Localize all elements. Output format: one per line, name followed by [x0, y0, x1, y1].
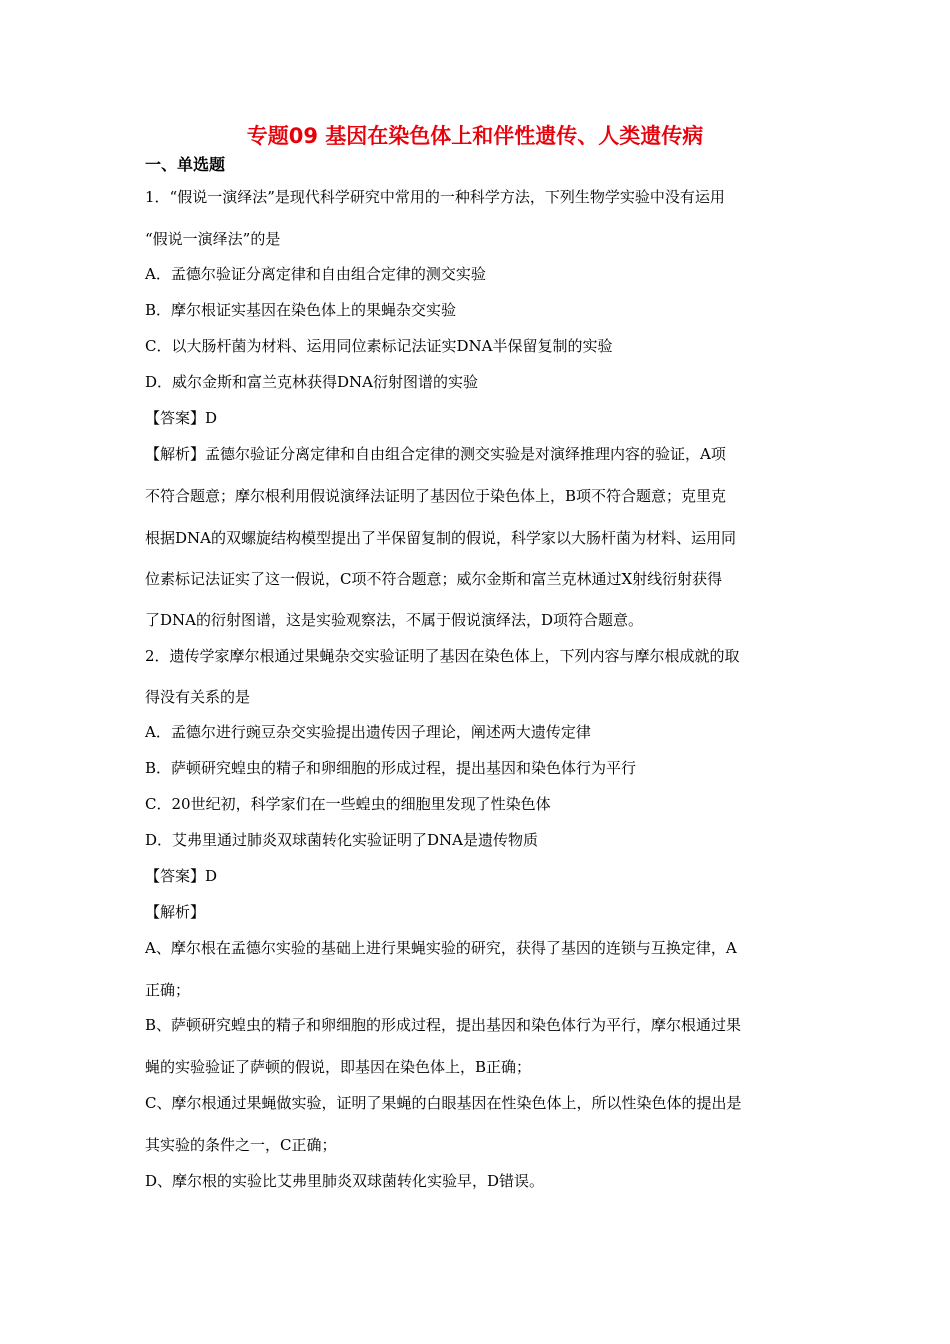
q1-stem-line2: “假说一演绎法”的是 [145, 230, 281, 248]
q1-stem-line1: 1．“假说一演绎法”是现代科学研究中常用的一种科学方法，下列生物学实验中没有运用 [145, 188, 725, 206]
q1-analysis-line4: 位素标记法证实了这一假说，C项不符合题意；威尔金斯和富兰克林通过X射线衍射获得 [145, 570, 723, 588]
q2-exp-b2: 蝇的实验验证了萨顿的假说，即基因在染色体上，B正确； [145, 1058, 532, 1076]
q2-exp-b1: B、萨顿研究蝗虫的精子和卵细胞的形成过程，提出基因和染色体行为平行，摩尔根通过果 [145, 1016, 742, 1034]
q2-exp-a2: 正确； [145, 981, 191, 999]
q1-analysis-line2: 不符合题意；摩尔根利用假说演绎法证明了基因位于染色体上，B项不符合题意；克里克 [145, 487, 727, 505]
q2-option-d: D．艾弗里通过肺炎双球菌转化实验证明了DNA是遗传物质 [145, 831, 539, 849]
q1-analysis-text1: 孟德尔验证分离定律和自由组合定律的测交实验是对演绎推理内容的验证，A项 [205, 445, 726, 463]
q1-option-a: A．孟德尔验证分离定律和自由组合定律的测交实验 [145, 265, 486, 283]
q2-analysis-label: 【解析】 [145, 903, 206, 921]
q2-answer-value: D [205, 867, 218, 885]
q2-exp-a1: A、摩尔根在孟德尔实验的基础上进行果蝇实验的研究，获得了基因的连锁与互换定律，A [145, 939, 737, 957]
q1-answer [145, 407, 810, 429]
q2-exp-d1: D、摩尔根的实验比艾弗里肺炎双球菌转化实验早，D错误。 [145, 1172, 545, 1190]
q2-answer-label: 【答案】 [145, 867, 206, 885]
q1-answer-label: 【答案】 [145, 409, 206, 427]
q2-exp-c2: 其实验的条件之一，C正确； [145, 1136, 337, 1154]
q2-exp-c1: C、摩尔根通过果蝇做实验，证明了果蝇的白眼基因在性染色体上，所以性染色体的提出是 [145, 1094, 742, 1112]
q1-answer-value: D [205, 409, 218, 427]
q2-stem-line2: 得没有关系的是 [145, 688, 251, 706]
section-heading: 一、单选题 [145, 155, 226, 174]
q1-analysis-line1 [145, 443, 810, 465]
q2-answer [145, 865, 810, 887]
q2-option-c: C．20世纪初，科学家们在一些蝗虫的细胞里发现了性染色体 [145, 795, 551, 813]
q1-analysis-label: 【解析】 [145, 445, 206, 463]
q1-option-b: B．摩尔根证实基因在染色体上的果蝇杂交实验 [145, 301, 457, 319]
q1-option-c: C．以大肠杆菌为材料、运用同位素标记法证实DNA半保留复制的实验 [145, 337, 613, 355]
q1-analysis-line3: 根据DNA的双螺旋结构模型提出了半保留复制的假说，科学家以大肠杆菌为材料、运用同 [145, 529, 736, 547]
q2-option-b: B．萨顿研究蝗虫的精子和卵细胞的形成过程，提出基因和染色体行为平行 [145, 759, 637, 777]
q2-stem-line1: 2．遗传学家摩尔根通过果蝇杂交实验证明了基因在染色体上，下列内容与摩尔根成就的取 [145, 647, 740, 665]
document-title: 专题09 基因在染色体上和伴性遗传、人类遗传病 [246, 124, 704, 148]
q1-option-d: D．威尔金斯和富兰克林获得DNA衍射图谱的实验 [145, 373, 479, 391]
q1-analysis-line5: 了DNA的衍射图谱，这是实验观察法，不属于假说演绎法，D项符合题意。 [145, 611, 644, 629]
q2-option-a: A．孟德尔进行豌豆杂交实验提出遗传因子理论，阐述两大遗传定律 [145, 723, 591, 741]
